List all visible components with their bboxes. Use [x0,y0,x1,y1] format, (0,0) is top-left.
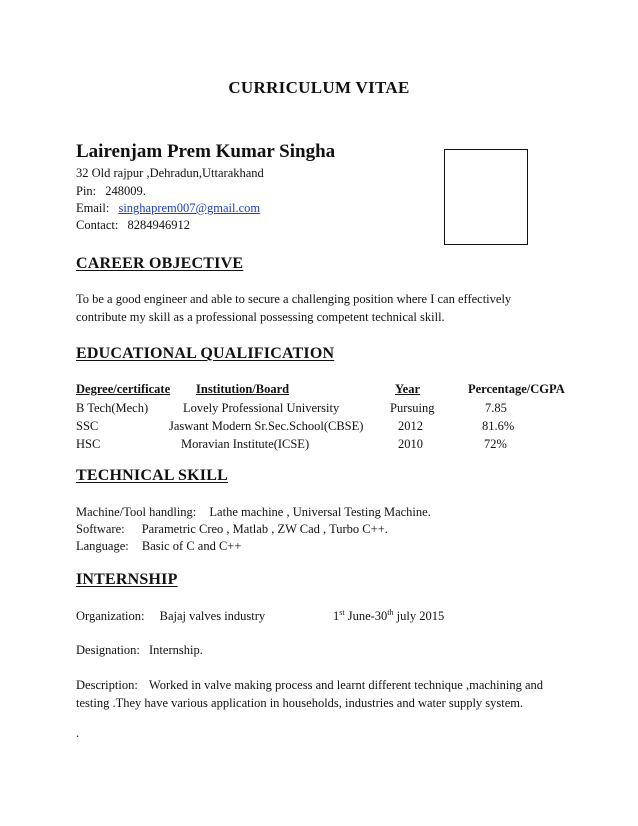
table-cell: HSC [76,437,101,451]
column-header-institution: Institution/Board [196,382,290,396]
column-header-year: Year [395,382,420,396]
contact-label: Contact: [76,218,119,232]
organization-line [76,609,265,624]
table-cell: Pursuing [390,401,435,415]
language-value: Basic of C and C++ [141,539,242,553]
technical-skill-heading: TECHNICAL SKILL [76,467,228,484]
contact-line [76,218,190,233]
language-label: Language: [76,539,129,553]
designation-line [76,643,203,658]
pin-label: Pin: [76,184,97,198]
career-objective-line-2: contribute my skill as a professional possessing competent technical skill. [76,310,445,324]
table-cell: Moravian Institute(ICSE) [181,437,310,451]
education-heading: EDUCATIONAL QUALIFICATION [76,345,335,362]
description-label: Description: [76,678,138,692]
description-line-2: testing .They have various application in households, industries and water supply system. [76,696,524,710]
table-cell: 7.85 [485,401,507,415]
table-cell: 2010 [398,437,423,451]
description-line-1 [76,678,543,693]
date-start-day: 1 [333,609,340,623]
table-cell: 72% [484,437,507,451]
designation-value: Internship. [149,643,203,657]
contact-value: 8284946912 [127,218,190,232]
organization-value: Bajaj valves industry [159,609,266,623]
table-cell: B Tech(Mech) [76,401,149,415]
software-value: Parametric Creo , Matlab , ZW Cad , Turbo C++. [141,522,388,536]
software-line [76,522,388,537]
candidate-name: Lairenjam Prem Kumar Singha [76,141,336,162]
date-start-sup: st [339,607,345,617]
document-title: CURRICULUM VITAE [228,78,410,97]
column-header-degree: Degree/certificate [76,382,171,396]
organization-label: Organization: [76,609,145,623]
table-cell: Lovely Professional University [183,401,340,415]
date-end-rest: july 2015 [393,609,445,623]
pin-value: 248009. [105,184,146,198]
table-cell: Jaswant Modern Sr.Sec.School(CBSE) [169,419,364,433]
email-link[interactable]: singhaprem007@gmail.com [118,201,261,215]
career-objective-line-1: To be a good engineer and able to secure a challenging position where I can effectively [76,292,512,306]
designation-label: Designation: [76,643,140,657]
table-cell: SSC [76,419,99,433]
machine-value: Lathe machine , Universal Testing Machine. [209,505,431,519]
internship-dates [333,609,444,624]
table-cell: 81.6% [482,419,515,433]
email-label: Email: [76,201,110,215]
address: 32 Old rajpur ,Dehradun,Uttarakhand [76,166,264,180]
date-end-sup: th [387,607,394,617]
career-objective-heading: CAREER OBJECTIVE [76,255,244,272]
photo-placeholder [444,149,528,245]
table-cell: 2012 [398,419,423,433]
date-start-rest: June-30 [344,609,388,623]
machine-line [76,505,431,520]
software-label: Software: [76,522,125,536]
language-line [76,539,241,554]
pin-line [76,184,146,199]
internship-heading: INTERNSHIP [76,571,178,588]
machine-label: Machine/Tool handling: [76,505,197,519]
description-text-1: Worked in valve making process and learnt different technique ,machining and [148,678,544,692]
trailing-dot: . [76,726,80,740]
email-line [76,201,260,216]
column-header-percentage: Percentage/CGPA [468,382,565,396]
